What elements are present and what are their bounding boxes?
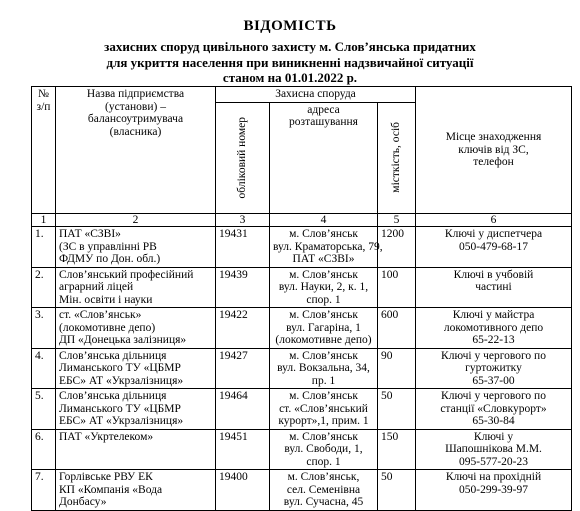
registration-number-cell: 19431 [216, 227, 270, 268]
column-number: 4 [270, 213, 378, 227]
organization-cell: ПАТ «СЗВІ» (ЗС в управлінні РВ ФДМУ по Дон. обл.) [56, 227, 216, 268]
capacity-cell: 1200 [378, 227, 416, 268]
row-number-cell: 7. [32, 470, 56, 511]
keys-location-cell: Ключі у майстра локомотивного депо 65-22-13 [416, 308, 572, 349]
document-subtitle-line-1: захисних споруд цивільного захисту м. Слов’янська придатних [104, 39, 476, 54]
address-cell: м. Слов’янськ вул. Науки, 2, к. 1, спор. 1 [270, 267, 378, 308]
table-row [32, 267, 572, 308]
capacity-cell: 100 [378, 267, 416, 308]
organization-cell: Слов’янська дільниця Лиманського ТУ «ЦБМР ЕБС» АТ «Укрзалізниця» [56, 348, 216, 389]
table-row [32, 227, 572, 268]
address-cell: м. Слов’янськ вул. Краматорська, 79, ПАТ «СЗВІ» [270, 227, 378, 268]
organization-cell: Слов’янський професійний аграрний ліцей Мін. освіти і науки [56, 267, 216, 308]
table-row [32, 470, 572, 511]
capacity-cell: 90 [378, 348, 416, 389]
header-cell-organization: Назва підприємства (установи) – балансоутримувача (власника) [56, 87, 216, 214]
table-row [32, 308, 572, 349]
row-number-cell: 4. [32, 348, 56, 389]
capacity-cell: 600 [378, 308, 416, 349]
header-cell-address: адреса розташування [270, 102, 378, 213]
capacity-cell: 50 [378, 389, 416, 430]
organization-cell: ПАТ «Укртелеком» [56, 429, 216, 470]
registration-number-cell: 19427 [216, 348, 270, 389]
row-number-cell: 5. [32, 389, 56, 430]
capacity-cell: 50 [378, 470, 416, 511]
organization-cell: ст. «Слов’янськ» (локомотивне депо) ДП «Донецька залізниця» [56, 308, 216, 349]
keys-location-cell: Ключі у диспетчера 050-479-68-17 [416, 227, 572, 268]
address-cell: м. Слов’янськ вул. Свободи, 1, спор. 1 [270, 429, 378, 470]
header-cell-registration-number: обліковий номер [216, 102, 270, 213]
address-cell: м. Слов’янськ ст. «Слов’янський курорт»,1, прим. 1 [270, 389, 378, 430]
row-number-cell: 1. [32, 227, 56, 268]
keys-location-cell: Ключі в учбовій частині [416, 267, 572, 308]
registration-number-cell: 19451 [216, 429, 270, 470]
document-subtitle-line-3: станом на 01.01.2022 р. [222, 70, 358, 85]
keys-location-cell: Ключі у чергового по станції «Словкурорт» 65-30-84 [416, 389, 572, 430]
address-cell: м. Слов’янськ вул. Вокзальна, 34, пр. 1 [270, 348, 378, 389]
header-cell-capacity: місткість, осіб [378, 102, 416, 213]
row-number-cell: 2. [32, 267, 56, 308]
header-cell-shelter: Захисна споруда [216, 87, 416, 103]
table-row [32, 348, 572, 389]
column-number: 3 [216, 213, 270, 227]
registration-number-cell: 19422 [216, 308, 270, 349]
registration-number-cell: 19439 [216, 267, 270, 308]
header-cell-keys: Місце знаходження ключів від ЗС, телефон [416, 87, 572, 214]
shelter-register-table [31, 86, 572, 511]
registration-number-cell: 19464 [216, 389, 270, 430]
document-title: ВІДОМІСТЬ [243, 18, 337, 34]
table-row [32, 429, 572, 470]
row-number-cell: 6. [32, 429, 56, 470]
column-number: 5 [378, 213, 416, 227]
keys-location-cell: Ключі на прохідній 050-299-39-97 [416, 470, 572, 511]
capacity-cell: 150 [378, 429, 416, 470]
registration-number-cell: 19400 [216, 470, 270, 511]
table-body [32, 213, 572, 510]
document-subtitle-line-2: для укриття населення при виникненні надзвичайної ситуації [106, 55, 474, 70]
keys-location-cell: Ключі у Шапошнікова М.М. 095-577-20-23 [416, 429, 572, 470]
keys-location-cell: Ключі у чергового по гуртожитку 65-37-00 [416, 348, 572, 389]
column-number: 6 [416, 213, 572, 227]
column-number: 2 [56, 213, 216, 227]
table-header-row-1 [32, 87, 572, 103]
organization-cell: Горлівське РВУ ЕК КП «Компанія «Вода Донбасу» [56, 470, 216, 511]
organization-cell: Слов’янська дільниця Лиманського ТУ «ЦБМР ЕБС» АТ «Укрзалізниця» [56, 389, 216, 430]
address-cell: м. Слов’янськ вул. Гагаріна, 1 (локомотивне депо) [270, 308, 378, 349]
header-cell-number: № з/п [32, 87, 56, 214]
address-cell: м. Слов’янськ, сел. Семенівна вул. Сучасна, 45 [270, 470, 378, 511]
table-row [32, 389, 572, 430]
column-number: 1 [32, 213, 56, 227]
column-number-row [32, 213, 572, 227]
row-number-cell: 3. [32, 308, 56, 349]
